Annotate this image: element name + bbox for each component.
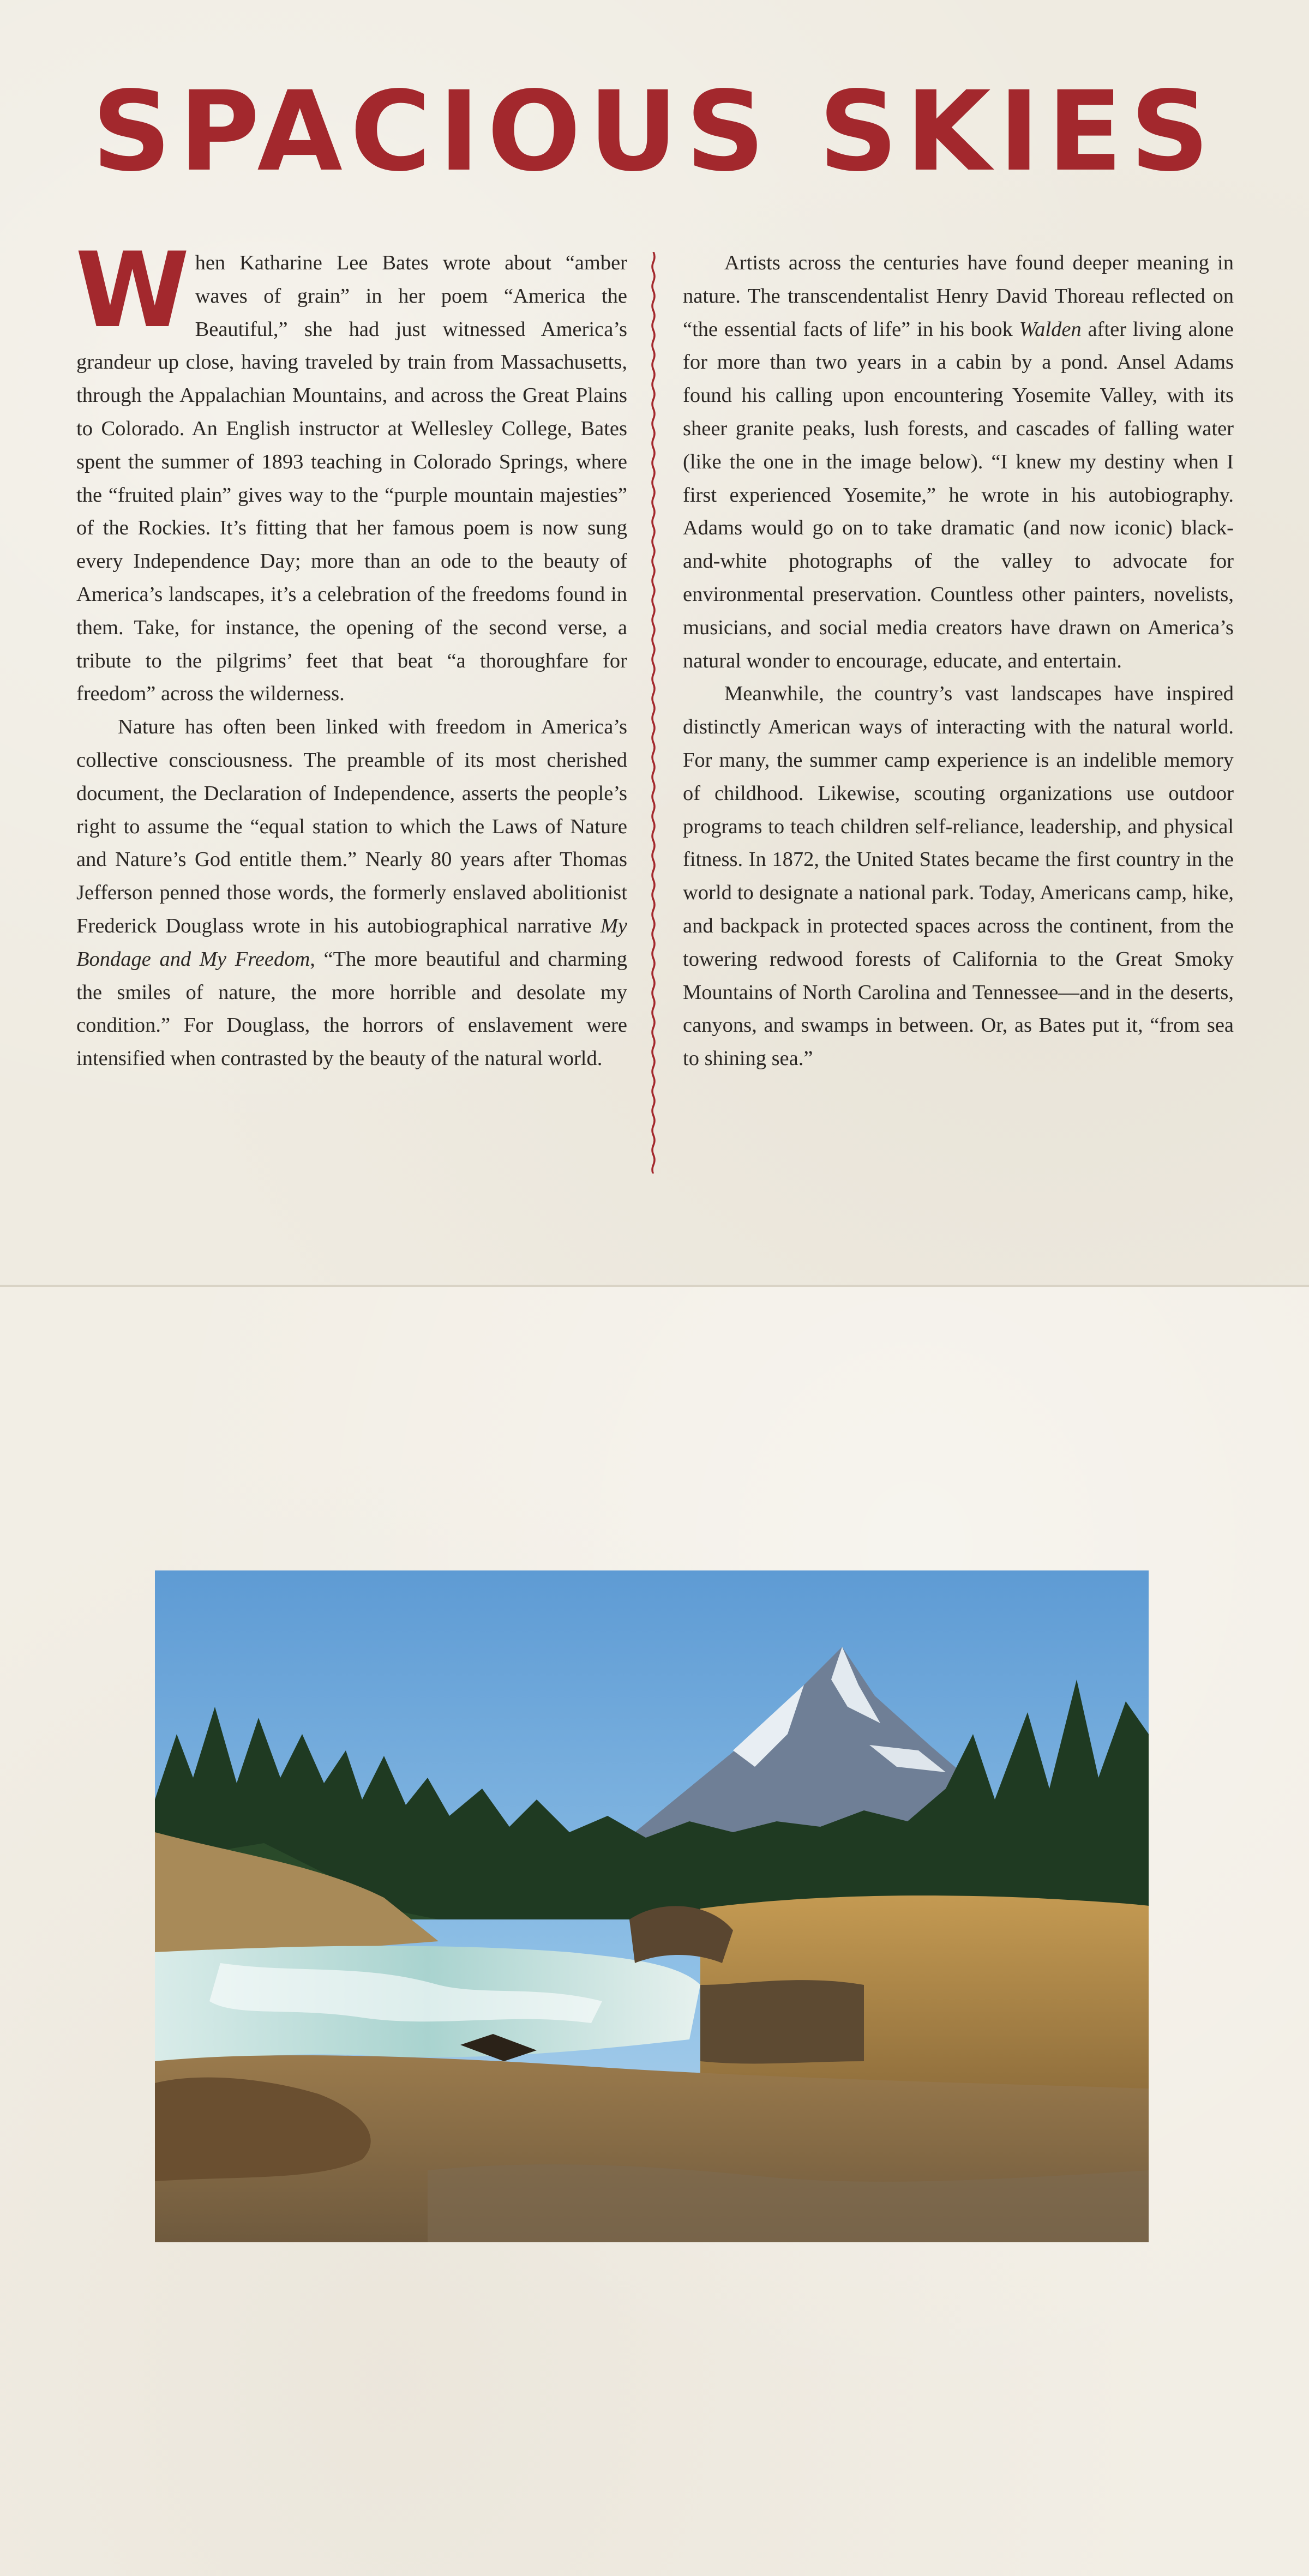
right-column (683, 246, 1234, 1075)
paragraph-text: Meanwhile, the country’s vast landscapes have inspired distinctly American ways of interacting with the natural world. For many, the summer camp experience is an indelible memory of childhood. Likewise, scouting organizations use outdoor programs to teach children self-reliance, leadership, and physical fitness. In 1872, the United States became the first country in the world to designate a national park. Today, Americans camp, hike, and backpack in protected spaces across the continent, from the towering redwood forests of California to the Great Smoky Mountains of North Carolina and Tennessee—and in the deserts, canyons, and swamps in between. Or, as Bates put it, “from sea to shining sea.” (683, 682, 1234, 1070)
paragraph-text: Nature has often been linked with freedom in America’s collective consciousness. The preamble of its most cherished document, the Declaration of Independence, asserts the people’s right to assume the “equal station to which the Laws of Nature and Nature’s God entitle them.” Nearly 80 years after Thomas Jefferson penned those words, the formerly enslaved abolitionist Frederick Douglass wrote in his autobiographical narrative (76, 715, 627, 937)
page-title: SPACIOUS SKIES (92, 67, 1217, 196)
drop-cap: W (75, 230, 190, 351)
paragraph-text: Artists across the centuries have found deeper meaning in nature. The transcendentalist Henry David Thoreau reflected on “the essential facts of life” in his book (683, 251, 1234, 341)
left-paragraph-1 (75, 230, 627, 711)
right-paragraph-1 (683, 246, 1234, 677)
paragraph-text: , “The more beautiful and charming the smiles of nature, the more horrible and desolate my condition.” For Douglass, the horrors of enslavement were intensified when contrasted by the beauty of the natural world. (76, 947, 627, 1070)
paragraph-text: hen Katharine Lee Bates wrote about “amber waves of grain” in her poem “America the Beautiful,” she had just witnessed America’s grandeur up close, having traveled by train from Massachusetts, through the Appalachian Mountains, and across the Great Plains to Colorado. An English instructor at Wellesley College, Bates spent the summer of 1893 teaching in Colorado Springs, where the “fruited plain” gives way to the “purple mountain majesties” of the Rockies. It’s fitting that her famous poem is now sung every Independence Day; more than an ode to the beauty of America’s landscapes, it’s a celebration of the freedoms found in them. Take, for instance, the opening of the second verse, a tribute to the pilgrims’ feet that beat “a thoroughfare for freedom” across the wilderness. (76, 251, 627, 706)
paragraph-text: after living alone for more than two years in a cabin by a pond. Ansel Adams found his calling upon encountering Yosemite Valley, with its sheer granite peaks, lush forests, and cascades of falling water (like the one in the image below). “I knew my destiny when I first experienced Yosemite,” he wrote in his autobiography. Adams would go on to take dramatic (and now iconic) black-and-white photographs of the valley to advocate for environmental preservation. Countless other painters, novelists, musicians, and social media creators have drawn on America’s natural wonder to encourage, educate, and entertain. (683, 317, 1234, 672)
top-page (0, 0, 1309, 1285)
mountain-waterfall-landscape-photo (155, 1570, 1149, 2242)
right-paragraph-2 (683, 677, 1234, 1075)
landscape-photo (155, 1570, 1149, 2242)
left-column (75, 230, 627, 1075)
left-paragraph-2 (76, 711, 627, 1075)
book-title: My Bondage and My Freedom (76, 914, 627, 971)
column-divider-rule (647, 252, 660, 1173)
book-title: Walden (1019, 317, 1082, 341)
